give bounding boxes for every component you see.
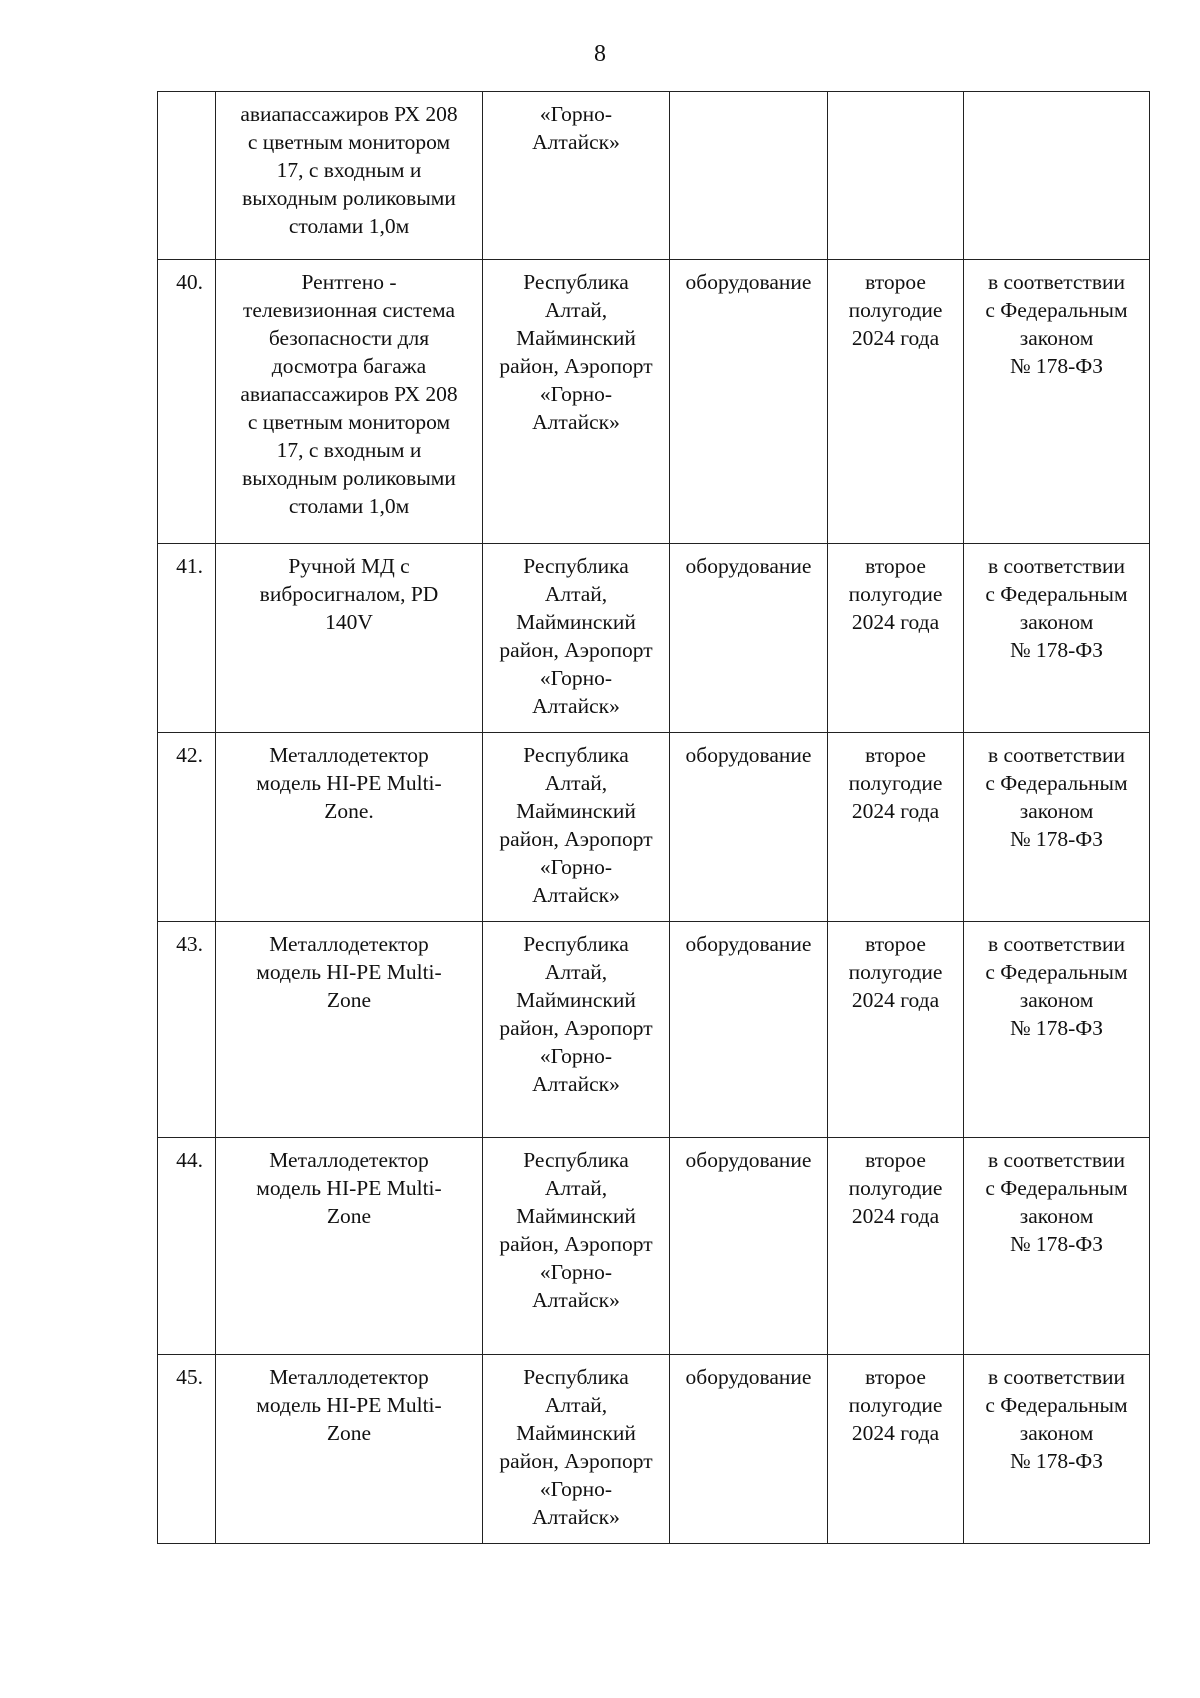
equipment-location-text: Республика Алтай, Майминский район, Аэропорт «Горно- Алтайск» xyxy=(499,554,653,718)
equipment-basis xyxy=(964,733,1150,922)
table-row xyxy=(158,544,1150,733)
equipment-type: оборудование xyxy=(670,1138,828,1355)
equipment-name-text: авиапассажиров РХ 208 с цветным монитором 17, с входным и выходным роликовыми столами 1,0м xyxy=(240,102,458,238)
equipment-basis xyxy=(964,1138,1150,1355)
equipment-basis xyxy=(964,544,1150,733)
equipment-name xyxy=(216,1355,483,1544)
equipment-basis xyxy=(964,260,1150,544)
equipment-location-text: Республика Алтай, Майминский район, Аэропорт «Горно- Алтайск» xyxy=(499,270,653,434)
equipment-location xyxy=(483,92,670,260)
equipment-name xyxy=(216,733,483,922)
equipment-basis xyxy=(964,922,1150,1138)
equipment-location-text: Республика Алтай, Майминский район, Аэропорт «Горно- Алтайск» xyxy=(499,1148,653,1312)
page-number: 8 xyxy=(594,41,606,67)
equipment-period xyxy=(828,922,964,1138)
table-row xyxy=(158,922,1150,1138)
equipment-type: оборудование xyxy=(670,922,828,1138)
equipment-type xyxy=(670,92,828,260)
equipment-location xyxy=(483,260,670,544)
equipment-type: оборудование xyxy=(670,733,828,922)
equipment-period-text: второе полугодие 2024 года xyxy=(848,554,943,634)
equipment-location-text: Республика Алтай, Майминский район, Аэропорт «Горно- Алтайск» xyxy=(499,932,653,1096)
equipment-name xyxy=(216,1138,483,1355)
equipment-name-text: Металлодетектор модель HI-PE Multi- Zone xyxy=(256,1148,442,1228)
equipment-basis-text: в соответствии с Федеральным законом № 178-ФЗ xyxy=(985,743,1128,851)
equipment-location xyxy=(483,1138,670,1355)
equipment-period-text: второе полугодие 2024 года xyxy=(848,1365,943,1445)
equipment-location xyxy=(483,544,670,733)
table-row xyxy=(158,1355,1150,1544)
equipment-location xyxy=(483,922,670,1138)
row-number xyxy=(158,92,216,260)
equipment-basis-text: в соответствии с Федеральным законом № 178-ФЗ xyxy=(985,270,1128,378)
equipment-basis xyxy=(964,1355,1150,1544)
equipment-name-text: Металлодетектор модель HI-PE Multi- Zone. xyxy=(256,743,442,823)
equipment-location-text: «Горно- Алтайск» xyxy=(532,102,620,154)
equipment-period-text: второе полугодие 2024 года xyxy=(848,270,943,350)
equipment-basis-text: в соответствии с Федеральным законом № 178-ФЗ xyxy=(985,554,1128,662)
table-row xyxy=(158,260,1150,544)
equipment-name xyxy=(216,92,483,260)
equipment-name xyxy=(216,922,483,1138)
equipment-period xyxy=(828,260,964,544)
table-row xyxy=(158,92,1150,260)
equipment-period-text: второе полугодие 2024 года xyxy=(848,743,943,823)
equipment-basis xyxy=(964,92,1150,260)
equipment-basis-text: в соответствии с Федеральным законом № 178-ФЗ xyxy=(985,1365,1128,1473)
equipment-name-text: Ручной МД с вибросигналом, PD 140V xyxy=(259,554,439,634)
equipment-name-text: Металлодетектор модель HI-PE Multi- Zone xyxy=(256,932,442,1012)
equipment-period xyxy=(828,92,964,260)
row-number: 41. xyxy=(158,544,216,733)
row-number: 45. xyxy=(158,1355,216,1544)
row-number: 40. xyxy=(158,260,216,544)
table-row xyxy=(158,733,1150,922)
equipment-name-text: Рентгено - телевизионная система безопасности для досмотра багажа авиапассажиров РХ 208 с цветным монитором 17, с входным и выходным роликовыми столами 1,0м xyxy=(240,270,458,518)
equipment-location-text: Республика Алтай, Майминский район, Аэропорт «Горно- Алтайск» xyxy=(499,743,653,907)
equipment-period xyxy=(828,1138,964,1355)
equipment-location xyxy=(483,1355,670,1544)
equipment-type: оборудование xyxy=(670,1355,828,1544)
equipment-name xyxy=(216,544,483,733)
equipment-basis-text: в соответствии с Федеральным законом № 178-ФЗ xyxy=(985,932,1128,1040)
equipment-table xyxy=(157,91,1150,1544)
table-row xyxy=(158,1138,1150,1355)
equipment-name xyxy=(216,260,483,544)
equipment-location-text: Республика Алтай, Майминский район, Аэропорт «Горно- Алтайск» xyxy=(499,1365,653,1529)
equipment-period-text: второе полугодие 2024 года xyxy=(848,932,943,1012)
equipment-period xyxy=(828,1355,964,1544)
equipment-name-text: Металлодетектор модель HI-PE Multi- Zone xyxy=(256,1365,442,1445)
equipment-type: оборудование xyxy=(670,260,828,544)
row-number: 43. xyxy=(158,922,216,1138)
row-number: 44. xyxy=(158,1138,216,1355)
equipment-basis-text: в соответствии с Федеральным законом № 178-ФЗ xyxy=(985,1148,1128,1256)
row-number: 42. xyxy=(158,733,216,922)
equipment-period xyxy=(828,733,964,922)
equipment-period xyxy=(828,544,964,733)
equipment-type: оборудование xyxy=(670,544,828,733)
equipment-location xyxy=(483,733,670,922)
equipment-period-text: второе полугодие 2024 года xyxy=(848,1148,943,1228)
